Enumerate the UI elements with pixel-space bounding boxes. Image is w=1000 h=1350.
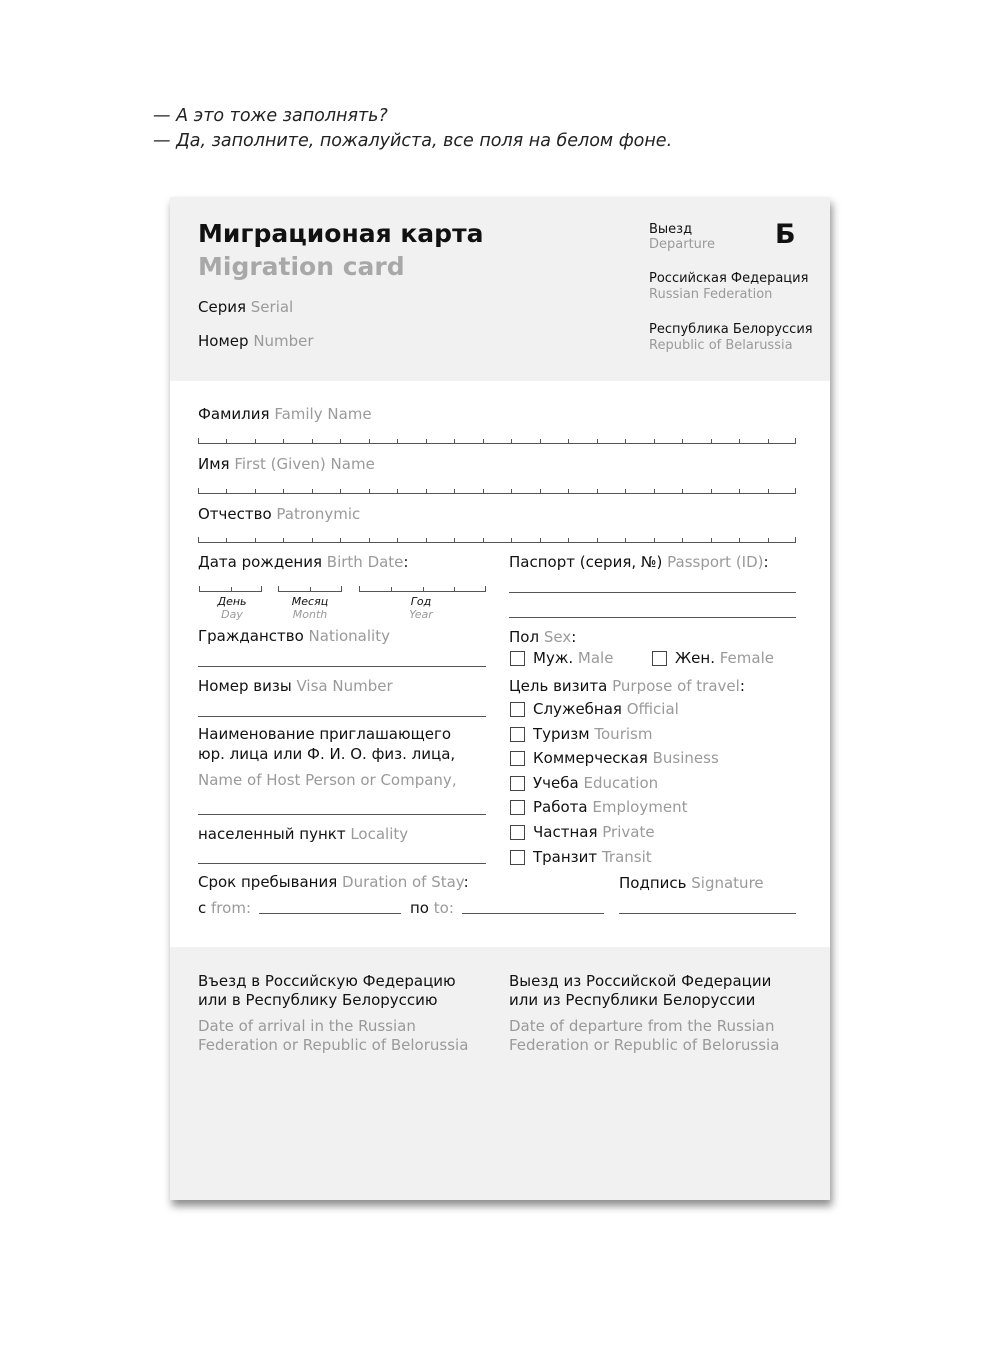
- stay-from-label: с from:: [198, 899, 251, 917]
- birth-date-label: Дата рождения Birth Date:: [198, 553, 409, 571]
- arrival-label-ru-2: или в Республику Белоруссию: [198, 991, 438, 1009]
- purpose-option-label: Туризм Tourism: [533, 724, 653, 743]
- locality-field[interactable]: [198, 863, 486, 864]
- purpose-checkbox[interactable]: [510, 702, 525, 717]
- stay-from-field[interactable]: [259, 913, 401, 914]
- number-label: Номер Number: [198, 332, 314, 350]
- departure-label-ru-2: или из Республики Белоруссии: [509, 991, 756, 1009]
- card-letter: Б: [775, 219, 796, 250]
- arrival-label-en-1: Date of arrival in the Russian: [198, 1017, 416, 1035]
- purpose-checkbox[interactable]: [510, 850, 525, 865]
- stay-label: Срок пребывания Duration of Stay:: [198, 873, 469, 891]
- signature-field[interactable]: [619, 913, 796, 914]
- patronymic-label: Отчество Patronymic: [198, 505, 361, 523]
- purpose-option-label: Коммерческая Business: [533, 749, 719, 768]
- female-checkbox[interactable]: [652, 651, 667, 666]
- purpose-label: Цель визита Purpose of travel:: [509, 677, 745, 695]
- exit-label-ru: Выезд: [649, 222, 693, 237]
- purpose-option-label: Транзит Transit: [533, 847, 652, 866]
- purpose-option-label: Служебная Official: [533, 700, 679, 718]
- year-caption: Год Year: [409, 595, 433, 621]
- departure-label-en-2: Federation or Republic of Belorussia: [509, 1036, 780, 1054]
- sex-label: Пол Sex:: [509, 628, 577, 646]
- family-name-field[interactable]: [198, 438, 796, 444]
- purpose-option-label: Учеба Education: [533, 773, 659, 792]
- departure-label-ru-1: Выезд из Российской Федерации: [509, 972, 772, 990]
- card-title-ru: Миграционая карта: [198, 219, 484, 248]
- arrival-label-ru-1: Въезд в Российскую Федерацию: [198, 972, 456, 990]
- purpose-option-label: Работа Employment: [533, 798, 688, 817]
- visa-field[interactable]: [198, 716, 486, 717]
- visa-label: Номер визы Visa Number: [198, 677, 393, 695]
- card-title-en: Migration card: [198, 252, 405, 281]
- host-field[interactable]: [198, 814, 486, 815]
- passport-label: Паспорт (серия, №) Passport (ID):: [509, 553, 769, 571]
- departure-label-en-1: Date of departure from the Russian: [509, 1017, 775, 1035]
- passport-field-line-2[interactable]: [509, 617, 796, 618]
- purpose-checkbox[interactable]: [510, 751, 525, 766]
- host-label-en: Name of Host Person or Company,: [198, 771, 457, 789]
- birth-day-field[interactable]: [199, 586, 262, 592]
- rf-label-en: Russian Federation: [649, 287, 773, 302]
- birth-month-field[interactable]: [278, 586, 342, 592]
- purpose-checkbox[interactable]: [510, 727, 525, 742]
- locality-label: населенный пункт Locality: [198, 825, 409, 843]
- exit-label-en: Departure: [649, 237, 715, 252]
- first-name-field[interactable]: [198, 488, 796, 494]
- dialog-line-1: — А это тоже заполнять?: [153, 106, 388, 126]
- rf-label-ru: Российская Федерация: [649, 271, 809, 286]
- stay-to-field[interactable]: [462, 913, 604, 914]
- rb-label-ru: Республика Белоруссия: [649, 322, 813, 337]
- day-caption: День Day: [217, 595, 247, 621]
- purpose-option-label: Частная Private: [533, 823, 655, 841]
- serial-label: Серия Serial: [198, 298, 294, 316]
- male-checkbox[interactable]: [510, 651, 525, 666]
- family-name-label: Фамилия Family Name: [198, 405, 372, 423]
- birth-year-field[interactable]: [359, 586, 486, 592]
- signature-label: Подпись Signature: [619, 874, 764, 892]
- host-label-ru-2: юр. лица или Ф. И. О. физ. лица,: [198, 745, 456, 763]
- female-label: Жен. Female: [675, 649, 774, 667]
- purpose-checkbox[interactable]: [510, 800, 525, 815]
- nationality-label: Гражданство Nationality: [198, 627, 390, 645]
- dialog-text: [153, 104, 672, 154]
- purpose-checkbox[interactable]: [510, 776, 525, 791]
- male-label: Муж. Male: [533, 649, 614, 667]
- arrival-label-en-2: Federation or Republic of Belorussia: [198, 1036, 469, 1054]
- dialog-line-2: — Да, заполните, пожалуйста, все поля на белом фоне.: [153, 131, 673, 151]
- host-label-ru-1: Наименование приглашающего: [198, 725, 452, 743]
- rb-label-en: Republic of Belarussia: [649, 338, 793, 353]
- month-caption: Месяц Month: [291, 595, 329, 621]
- passport-field-line-1[interactable]: [509, 592, 796, 593]
- purpose-checkbox[interactable]: [510, 825, 525, 840]
- first-name-label: Имя First (Given) Name: [198, 455, 375, 473]
- nationality-field[interactable]: [198, 666, 486, 667]
- patronymic-field[interactable]: [198, 537, 796, 543]
- stay-to-label: по to:: [410, 899, 454, 917]
- migration-card: [170, 197, 830, 1200]
